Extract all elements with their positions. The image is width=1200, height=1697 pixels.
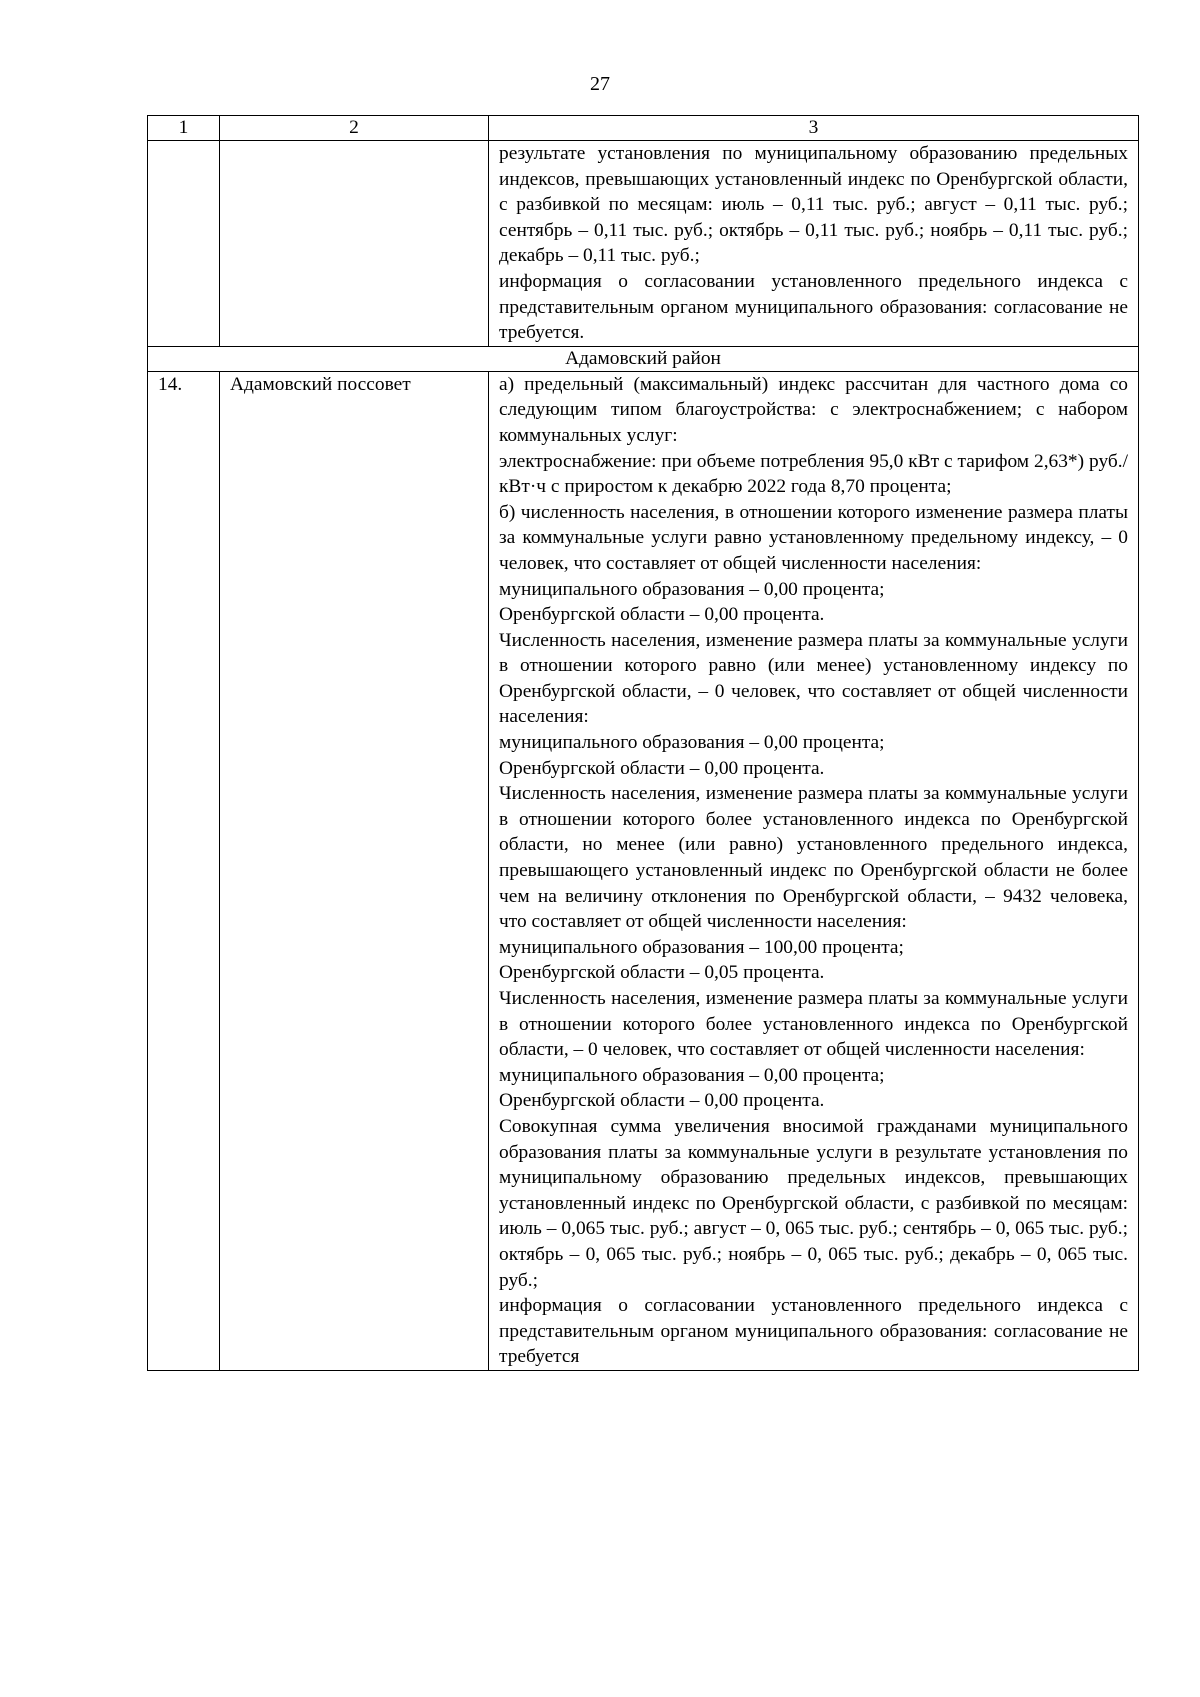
- continuation-number-cell: [148, 141, 220, 347]
- continuation-paragraph: результате установления по муниципальному образованию предельных индексов, превышающих установленный индекс по Оренбургской области, с разбивкой по месяцам: июль – 0,11 тыс. руб.; август – 0,11 тыс. руб.; сентябрь – 0,11 тыс. руб.; октябрь – 0,11 тыс. руб.; ноябрь – 0,11 тыс. руб.; декабрь – 0,11 тыс. руб.;: [499, 143, 1128, 267]
- row-number: 14.: [148, 371, 220, 1370]
- description-paragraph: муниципального образования – 0,00 процента;: [499, 732, 885, 754]
- description-paragraph: Численность населения, изменение размера платы за коммунальные услуги в отношении которого равно (или менее) установленному индексу по Оренбургской области, – 0 человек, что составляет от общей численности населения:: [499, 629, 1128, 728]
- description-paragraph: Оренбургской области – 0,05 процента.: [499, 962, 825, 984]
- header-cell-3: 3: [489, 116, 1139, 141]
- continuation-name-cell: [220, 141, 489, 347]
- table-row: [148, 371, 1139, 1370]
- index-table: [147, 115, 1139, 1371]
- continuation-row: [148, 141, 1139, 347]
- description-paragraph: муниципального образования – 0,00 процента;: [499, 1064, 885, 1086]
- description-paragraph: Оренбургской области – 0,00 процента.: [499, 1090, 825, 1112]
- description-paragraph: муниципального образования – 100,00 процента;: [499, 936, 904, 958]
- description-paragraph: электроснабжение: при объеме потребления 95,0 кВт с тарифом 2,63*) руб./кВт·ч с приростом к декабрю 2022 года 8,70 процента;: [499, 450, 1128, 498]
- description-paragraph: информация о согласовании установленного предельного индекса с представительным органом муниципального образования: согласование не требуется: [499, 1295, 1128, 1368]
- description-paragraph: муниципального образования – 0,00 процента;: [499, 578, 885, 600]
- header-cell-2: 2: [220, 116, 489, 141]
- row-description: [489, 371, 1139, 1370]
- description-paragraph: Оренбургской области – 0,00 процента.: [499, 604, 825, 626]
- header-cell-1: 1: [148, 116, 220, 141]
- description-paragraph: Оренбургской области – 0,00 процента.: [499, 757, 825, 779]
- continuation-paragraph: информация о согласовании установленного предельного индекса с представительным органом муниципального образования: согласование не требуется.: [499, 270, 1128, 344]
- description-paragraph: Совокупная сумма увеличения вносимой гражданами муниципального образования платы за коммунальные услуги в результате установления по муниципальному образованию предельных индексов, превышающих установленный индекс по Оренбургской области, с разбивкой по месяцам: июль – 0,065 тыс. руб.; август – 0, 065 тыс. руб.; сентябрь – 0, 065 тыс. руб.; октябрь – 0, 065 тыс. руб.; ноябрь – 0, 065 тыс. руб.; декабрь – 0, 065 тыс. руб.;: [499, 1115, 1128, 1291]
- continuation-text-cell: [489, 141, 1139, 347]
- region-title: Адамовский район: [148, 346, 1139, 371]
- description-paragraph: б) численность населения, в отношении которого изменение размера платы за коммунальные услуги равно установленному предельному индексу, – 0 человек, что составляет от общей численности населения:: [499, 501, 1128, 574]
- municipality-name: Адамовский поссовет: [220, 371, 489, 1370]
- description-paragraph: а) предельный (максимальный) индекс рассчитан для частного дома со следующим типом благоустройства: с электроснабжением; с набором коммунальных услуг:: [499, 373, 1128, 446]
- page-number: 27: [590, 73, 610, 95]
- description-paragraph: Численность населения, изменение размера платы за коммунальные услуги в отношении которого более установленного индекса по Оренбургской области, но менее (или равно) установленного предельного индекса, превышающего установленный индекс по Оренбургской области не более чем на величину отклонения по Оренбургской области, – 9432 человека, что составляет от общей численности населения:: [499, 783, 1128, 933]
- description-paragraph: Численность населения, изменение размера платы за коммунальные услуги в отношении которого более установленного индекса по Оренбургской области, – 0 человек, что составляет от общей численности населения:: [499, 988, 1128, 1061]
- table-header-row: [148, 116, 1139, 141]
- region-row: [148, 346, 1139, 371]
